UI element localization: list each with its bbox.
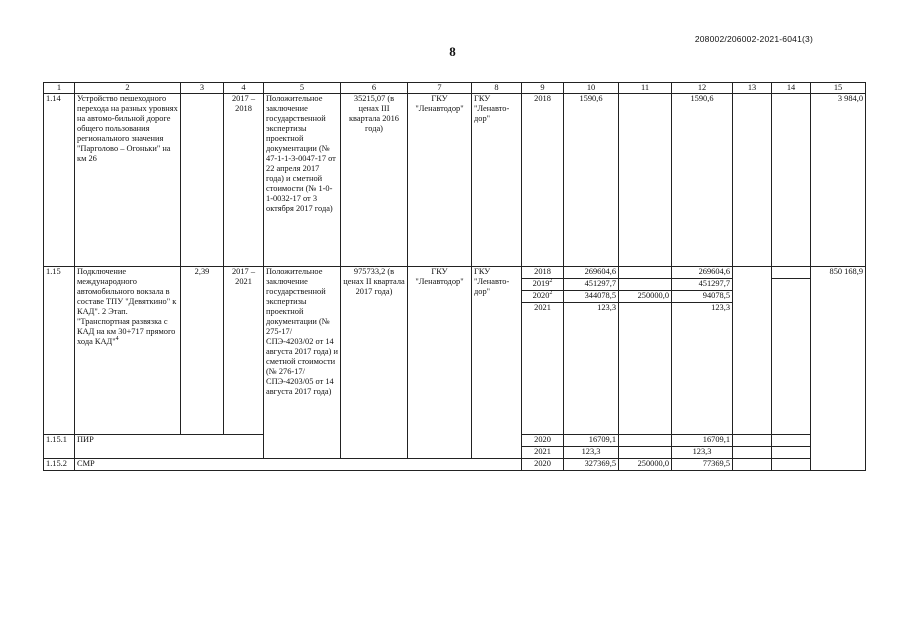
column-header: 15 [811,83,866,94]
capacity-cell: 2,39 [181,267,224,435]
object-name: СМР [75,459,522,471]
col13-cell [733,303,772,435]
col13-cell [733,279,772,291]
col14-cell [772,447,811,459]
col14-cell [772,459,811,471]
total-cell: 123,3 [564,303,619,435]
column-header: 6 [341,83,408,94]
period-cell: 2017 – 2021 [224,267,264,435]
federal-cell [619,303,672,435]
page-number: 8 [449,44,456,59]
col13-cell [733,447,772,459]
col14-cell [772,279,811,291]
column-header: 4 [224,83,264,94]
row-number: 1.14 [44,94,75,267]
regional-cell: 94078,5 [672,291,733,303]
row-number: 1.15.2 [44,459,75,471]
year-cell: 2018 [522,267,564,279]
col15-cell: 3 984,0 [811,94,866,267]
total-cell: 123,3 [564,447,619,459]
program-table [43,82,866,471]
column-header: 9 [522,83,564,94]
document-number: 208002/206002-2021-6041(3) [694,34,813,44]
year-cell: 2021 [522,303,564,435]
year-cell: 2018 [522,94,564,267]
period-cell: 2017 – 2018 [224,94,264,267]
col15-cell: 850 168,9 [811,267,866,471]
col13-cell [733,459,772,471]
col14-cell [772,435,811,447]
col13-cell [733,267,772,279]
cost-cell: 35215,07 (в ценах III квартала 2016 года) [341,94,408,267]
regional-cell: 451297,7 [672,279,733,291]
column-header: 12 [672,83,733,94]
regional-cell: 1590,6 [672,94,733,267]
object-name: Подключение международного автомобильного вокзала в составе ТПУ "Девяткино" к КАД". 2 Этап. "Транспортная развязка с КАД на км 30+717 прямого хода КАД"$^4$ [75,267,181,435]
col14-cell [772,94,811,267]
col14-cell [772,267,811,279]
total-cell: 1590,6 [564,94,619,267]
year-cell: 2020$^2$ [522,291,564,303]
regional-cell: 123,3 [672,303,733,435]
year-cell: 2019$^2$ [522,279,564,291]
federal-cell [619,94,672,267]
total-cell: 327369,5 [564,459,619,471]
customer-cell: ГКУ "Ленавтодор" [408,267,472,459]
column-header: 1 [44,83,75,94]
row-number: 1.15 [44,267,75,435]
column-header: 11 [619,83,672,94]
total-cell: 269604,6 [564,267,619,279]
column-header: 10 [564,83,619,94]
expertise-cell: Положительное заключение государственной экспертизы проектной документации (№ 275-17/СПЭ-4203/02 от 14 августа 2017 года) и сметной стоимости (№ 276-17/СПЭ-4203/05 от 14 августа 2017 года) [264,267,341,459]
recipient-cell: ГКУ "Ленавто-дор" [472,94,522,267]
regional-cell: 269604,6 [672,267,733,279]
column-header: 3 [181,83,224,94]
year-cell: 2020 [522,459,564,471]
federal-cell [619,279,672,291]
federal-cell [619,267,672,279]
column-header: 14 [772,83,811,94]
header-row [44,83,866,94]
expertise-cell: Положительное заключение государственной экспертизы проектной документации (№ 47-1-1-3-0047-17 от 22 апреля 2017 года) и сметной стоимости (№ 1-0-1-0032-17 от 3 октября 2017 года) [264,94,341,267]
regional-cell: 123,3 [672,447,733,459]
object-name: ПИР [75,435,522,459]
year-cell: 2021 [522,447,564,459]
cost-cell: 975733,2 (в ценах II квартала 2017 года) [341,267,408,459]
table-row [44,435,866,447]
table-row [44,459,866,471]
total-cell: 451297,7 [564,279,619,291]
regional-cell: 77369,5 [672,459,733,471]
row-number: 1.15.1 [44,435,75,459]
year-cell: 2020 [522,435,564,447]
col14-cell [772,303,811,435]
customer-cell: ГКУ "Ленавтодор" [408,94,472,267]
federal-cell: 250000,0 [619,291,672,303]
total-cell: 16709,1 [564,435,619,447]
column-header: 13 [733,83,772,94]
column-header: 7 [408,83,472,94]
object-name: Устройство пешеходного перехода на разных уровнях на автомо-бильной дороге общего пользования регионального значения "Парголово – Огоньки" на км 26 [75,94,181,267]
federal-cell [619,447,672,459]
col14-cell [772,291,811,303]
column-header: 8 [472,83,522,94]
federal-cell: 250000,0 [619,459,672,471]
col13-cell [733,94,772,267]
table-row [44,267,866,279]
capacity-cell [181,94,224,267]
recipient-cell: ГКУ "Ленавто-дор" [472,267,522,459]
total-cell: 344078,5 [564,291,619,303]
federal-cell [619,435,672,447]
column-header: 2 [75,83,181,94]
col13-cell [733,291,772,303]
regional-cell: 16709,1 [672,435,733,447]
table-row [44,94,866,267]
column-header: 5 [264,83,341,94]
col13-cell [733,435,772,447]
